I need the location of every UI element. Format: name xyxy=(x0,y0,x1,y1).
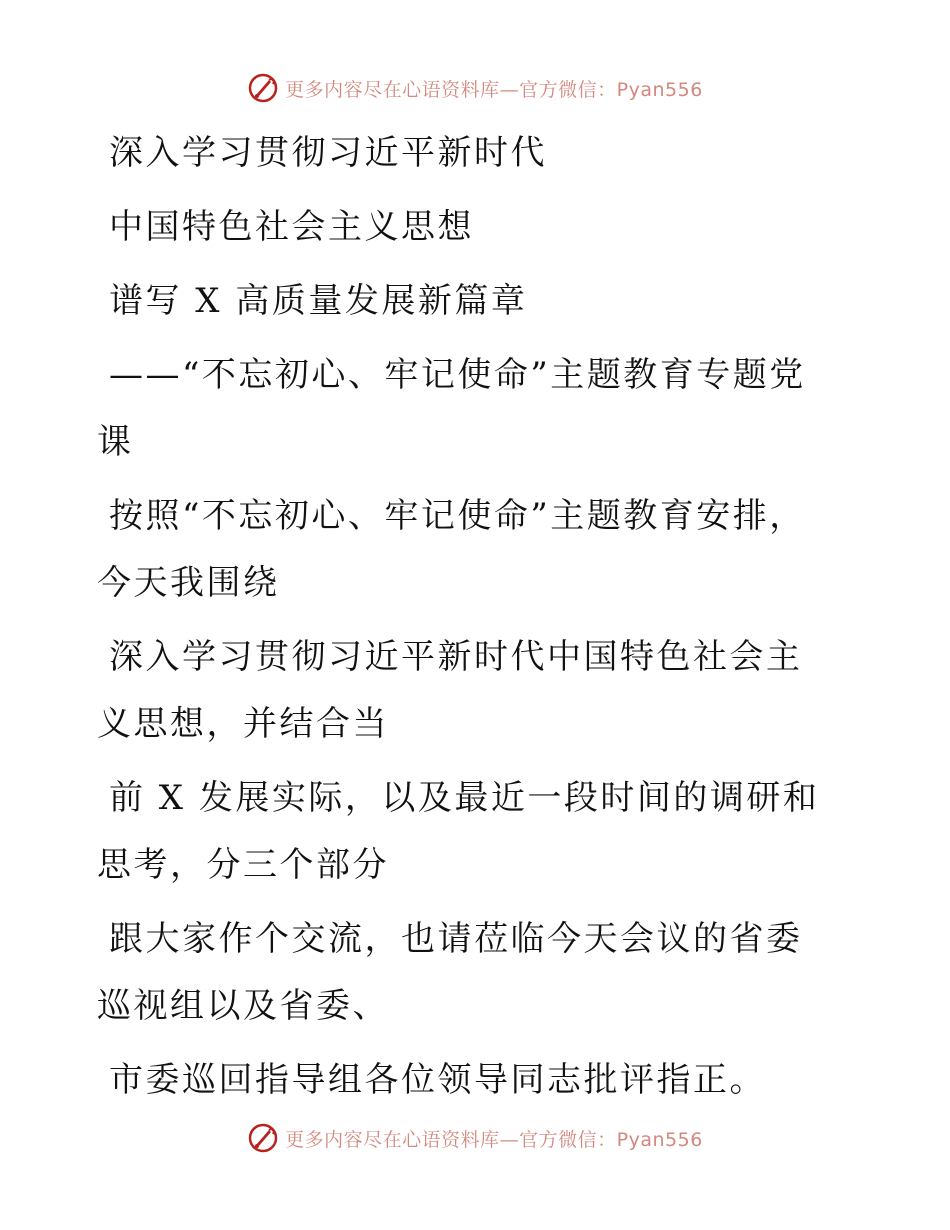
quill-seal-logo-icon xyxy=(247,72,279,104)
body-paragraph-4: 跟大家作个交流，也请莅临今天会议的省委巡视组以及省委、 xyxy=(97,919,803,1026)
watermark-wechat-id: Pyan556 xyxy=(616,78,703,101)
title-line-2: 中国特色社会主义思想 xyxy=(109,207,474,247)
watermark-text: 更多内容尽在心语资料库—官方微信： xyxy=(285,78,617,101)
watermark-text: 更多内容尽在心语资料库—官方微信： xyxy=(285,1128,617,1151)
title-line-1: 深入学习贯彻习近平新时代 xyxy=(109,133,547,173)
document-body xyxy=(97,120,837,1121)
body-paragraph-3: 前 X 发展实际，以及最近一段时间的调研和思考，分三个部分 xyxy=(97,778,820,885)
watermark-wechat-id: Pyan556 xyxy=(616,1128,703,1151)
body-paragraph-1: 按照“不忘初心、牢记使命”主题教育安排，今天我围绕 xyxy=(97,496,806,603)
footer-watermark xyxy=(0,1122,950,1154)
body-paragraph-2: 深入学习贯彻习近平新时代中国特色社会主义思想，并结合当 xyxy=(97,637,803,744)
header-watermark xyxy=(0,72,950,104)
subtitle-line: ——“不忘初心、牢记使命”主题教育专题党课 xyxy=(97,355,806,462)
title-line-3: 谱写 X 高质量发展新篇章 xyxy=(109,281,528,321)
quill-seal-logo-icon xyxy=(247,1122,279,1154)
body-paragraph-5: 市委巡回指导组各位领导同志批评指正。 xyxy=(109,1060,766,1100)
